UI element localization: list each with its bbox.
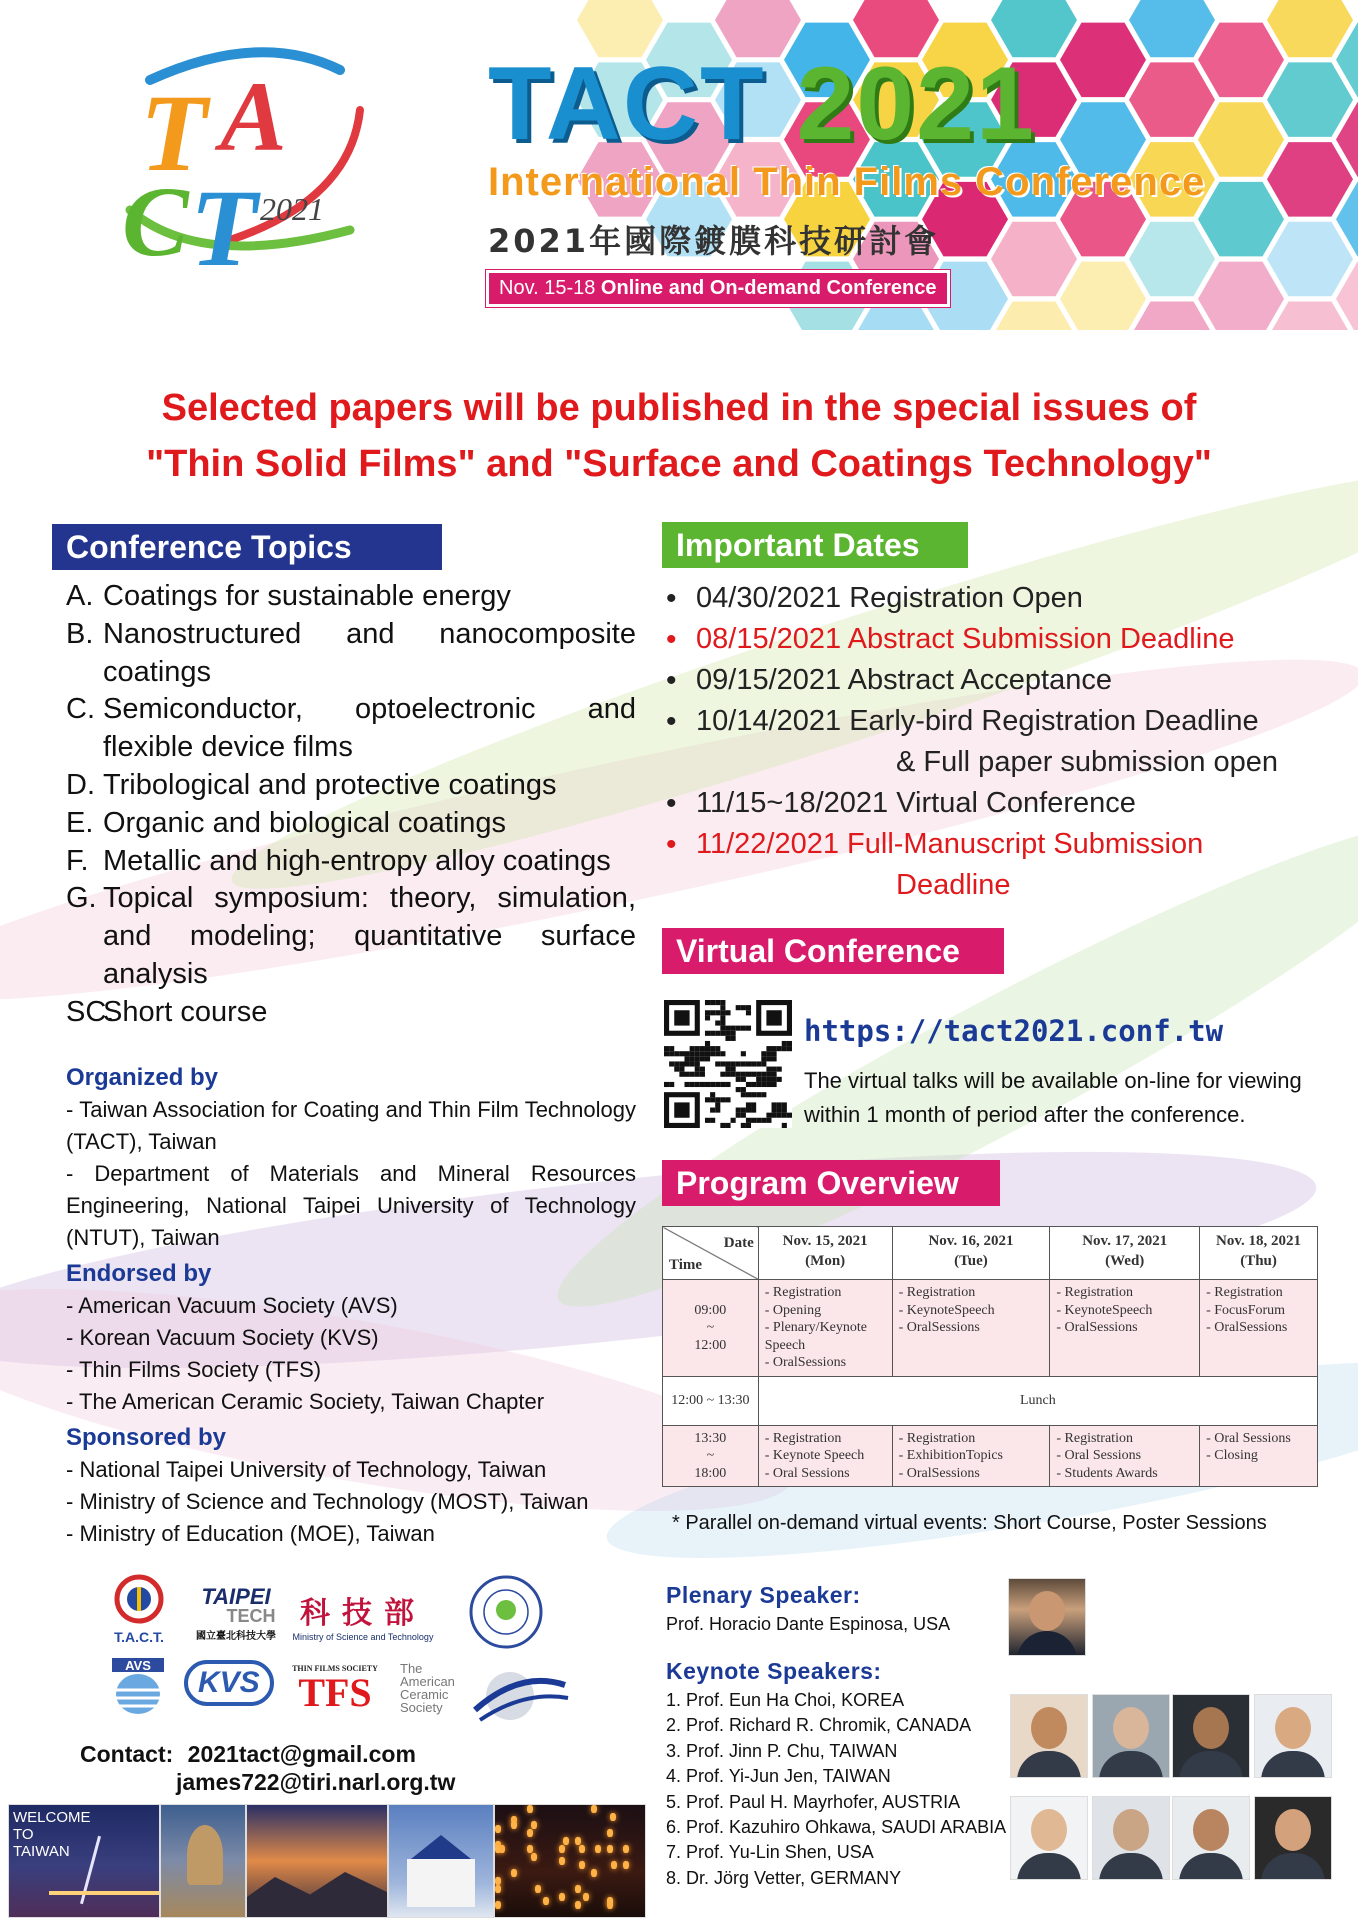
acers-swoosh-icon xyxy=(470,1660,570,1730)
contact-block xyxy=(80,1740,455,1796)
svg-text:A: A xyxy=(220,61,287,172)
keynote-speaker-item: 8. Dr. Jörg Vetter, GERMANY xyxy=(666,1867,902,1888)
topic-letter: C. xyxy=(66,693,95,726)
contact-email-secondary[interactable]: james722@tiri.narl.org.tw xyxy=(176,1769,456,1795)
sponsor-item: - Ministry of Science and Technology (MOST), Taiwan xyxy=(66,1489,589,1514)
acers-text: The American Ceramic Society xyxy=(400,1661,455,1715)
moe-seal-icon xyxy=(468,1574,544,1650)
svg-text:C: C xyxy=(122,166,189,277)
tact-logo xyxy=(104,1574,174,1645)
topic-text: Topical symposium: theory, simulation, and modeling; quantitative surface analysis xyxy=(103,882,636,990)
keynote-speaker-photo xyxy=(1010,1796,1088,1880)
avs-text: AVS xyxy=(125,1658,151,1673)
session-cell: - Registration - Oral Sessions - Students Awards xyxy=(1050,1425,1200,1487)
virtual-note: The virtual talks will be available on-line for viewing within 1 month of period after the conference. xyxy=(804,1068,1302,1127)
welcome-text xyxy=(13,1809,91,1860)
sky-lanterns-photo xyxy=(494,1804,646,1918)
endorsed-heading: Endorsed by xyxy=(66,1260,212,1287)
date-text: • 11/22/2021 Full-Manuscript Submission xyxy=(696,828,1204,860)
topic-item xyxy=(66,805,636,843)
acers-logo xyxy=(400,1660,570,1730)
tact-logo-text: T.A.C.T. xyxy=(114,1629,164,1645)
keynote-speaker-item: 3. Prof. Jinn P. Chu, TAIWAN xyxy=(666,1740,898,1761)
hexagon-tile xyxy=(991,222,1077,296)
topic-letter: D. xyxy=(66,768,95,801)
virtual-heading: Virtual Conference xyxy=(662,928,1004,974)
endorser-item: - Korean Vacuum Society (KVS) xyxy=(66,1325,379,1350)
lunch-row xyxy=(663,1376,1318,1425)
session-cell: - Registration - KeynoteSpeech - OralSessions xyxy=(1050,1280,1200,1377)
plenary-heading: Plenary Speaker: xyxy=(666,1582,861,1608)
main-title xyxy=(488,46,1036,162)
qr-code-icon xyxy=(664,1000,792,1128)
taipei-text: TAIPEI xyxy=(201,1584,271,1609)
headline-line1: Selected papers will be published in the special issues of xyxy=(161,387,1197,429)
date-item xyxy=(664,783,1344,824)
day-header: Nov. 17, 2021 (Wed) xyxy=(1050,1227,1200,1280)
keynote-speaker-photo xyxy=(1092,1796,1170,1880)
tact-emblem-icon xyxy=(109,1574,169,1624)
headline-line2: "Thin Solid Films" and "Surface and Coatings Technology" xyxy=(146,443,1212,485)
topic-text: Short course xyxy=(103,995,268,1028)
most-zh-text: 科技部 xyxy=(300,1596,426,1631)
hexagon-tile xyxy=(1060,23,1146,98)
day-header: Nov. 15, 2021 (Mon) xyxy=(758,1227,892,1280)
special-issue-headline xyxy=(0,380,1358,492)
keynote-speaker-item: 2. Prof. Richard R. Chromik, CANADA xyxy=(666,1715,972,1736)
tfs-small-text: THIN FILMS SOCIETY xyxy=(292,1664,378,1673)
title-tact: TACT xyxy=(488,46,766,162)
queens-head-rock-photo xyxy=(160,1804,246,1918)
hexagon-tile xyxy=(1198,262,1284,330)
most-logo xyxy=(288,1588,438,1642)
lunch-cell: Lunch xyxy=(758,1376,1317,1425)
keynote-speaker-photo xyxy=(1172,1694,1250,1778)
moe-logo xyxy=(468,1574,544,1650)
welcome-line2: TO xyxy=(13,1826,34,1843)
day-header: Nov. 16, 2021 (Tue) xyxy=(892,1227,1050,1280)
program-header-row xyxy=(663,1227,1318,1280)
subtitle-chinese: 2021年國際鍍膜科技研討會 xyxy=(488,222,940,260)
keynote-speaker-photo xyxy=(1010,1694,1088,1778)
bridge-night-photo xyxy=(8,1804,160,1918)
organizer-item: - Department of Materials and Mineral Resources Engineering, National Taipei University of Technology (NTUT), Taiwan xyxy=(66,1161,636,1250)
subtitle-english: International Thin Films Conference xyxy=(488,160,1206,204)
date-item xyxy=(664,701,1344,783)
organized-heading: Organized by xyxy=(66,1064,219,1091)
taipei-tech-logo xyxy=(186,1584,286,1642)
contact-email-primary[interactable]: 2021tact@gmail.com xyxy=(187,1741,416,1767)
keynote-speaker-item: 5. Prof. Paul H. Mayrhofer, AUSTRIA xyxy=(666,1791,961,1812)
topic-item xyxy=(66,767,636,805)
date-mode: Online and On-demand Conference xyxy=(600,277,937,299)
hexagon-tile xyxy=(1267,222,1353,296)
topic-item xyxy=(66,616,636,692)
session-cell: - Registration - Keynote Speech - Oral Sessions xyxy=(758,1425,892,1487)
lunch-time-cell: 12:00 ~ 13:30 xyxy=(663,1376,759,1425)
keynote-speaker-item: 6. Prof. Kazuhiro Ohkawa, SAUDI ARABIA xyxy=(666,1817,1007,1838)
topic-item xyxy=(66,691,636,767)
keynote-speaker-photo xyxy=(1254,1796,1332,1880)
conference-url-link[interactable]: https://tact2021.conf.tw xyxy=(804,1014,1224,1048)
date-item xyxy=(664,660,1344,701)
svg-text:T: T xyxy=(190,167,258,289)
keynote-list xyxy=(666,1688,1006,1891)
welcome-photo-strip xyxy=(8,1804,644,1916)
morning-row xyxy=(663,1280,1318,1377)
hexagon-tile xyxy=(1267,0,1353,57)
keynote-speaker-item: 7. Prof. Yu-Lin Shen, USA xyxy=(666,1842,874,1863)
topic-text: Semiconductor, optoelectronic and flexible device films xyxy=(103,693,636,764)
hexagon-tile xyxy=(1129,0,1215,57)
date-text: • 11/15~18/2021 Virtual Conference xyxy=(696,787,1136,819)
hexagon-tile xyxy=(1129,62,1215,136)
keynote-speaker-photo xyxy=(1254,1694,1332,1778)
kvs-text: KVS xyxy=(184,1660,274,1706)
tech-text: TECH xyxy=(226,1606,276,1626)
date-item xyxy=(664,578,1344,619)
organizers-section xyxy=(66,1062,636,1550)
afternoon-row xyxy=(663,1425,1318,1487)
date-text: • 10/14/2021 Early-bird Registration Deadline xyxy=(696,705,1259,737)
date-text: Nov. 15-18 xyxy=(499,277,596,299)
hexagon-tile xyxy=(1060,262,1146,330)
hexagon-tile xyxy=(1267,62,1353,136)
memorial-hall-photo xyxy=(388,1804,494,1918)
sponsor-item: - Ministry of Education (MOE), Taiwan xyxy=(66,1521,435,1546)
avs-logo xyxy=(108,1656,168,1721)
topic-text: Coatings for sustainable energy xyxy=(103,580,511,612)
session-cell: - Registration - Opening - Plenary/Keynote Speech - OralSessions xyxy=(758,1280,892,1377)
topic-letter: A. xyxy=(66,580,94,612)
logo-year: 2021 xyxy=(260,191,324,227)
corner-date-label: Date xyxy=(723,1235,754,1251)
dates-list xyxy=(664,578,1344,906)
session-cell: - Registration - FocusForum - OralSessions xyxy=(1200,1280,1318,1377)
tact-2021-logo xyxy=(110,40,410,290)
hexagon-tile xyxy=(1267,142,1353,217)
endorser-item: - American Vacuum Society (AVS) xyxy=(66,1293,398,1318)
sponsor-item: - National Taipei University of Technology, Taiwan xyxy=(66,1457,547,1482)
topic-letter: B. xyxy=(66,617,94,650)
topic-text: Tribological and protective coatings xyxy=(103,768,557,801)
session-cell: - Registration - ExhibitionTopics - OralSessions xyxy=(892,1425,1050,1487)
welcome-line1: WELCOME xyxy=(13,1809,91,1826)
corner-cell xyxy=(663,1227,759,1280)
day-header: Nov. 18, 2021 (Thu) xyxy=(1200,1227,1318,1280)
date-item xyxy=(664,619,1344,660)
program-heading: Program Overview xyxy=(662,1160,1000,1206)
topics-list xyxy=(66,578,636,1032)
date-item xyxy=(664,824,1344,906)
afternoon-time-cell: 13:30 ~ 18:00 xyxy=(663,1425,759,1487)
ntut-zh-text: 國立臺北科技大學 xyxy=(196,1631,276,1642)
topic-text: Organic and biological coatings xyxy=(103,806,507,839)
conference-date-badge xyxy=(486,270,950,307)
kvs-logo xyxy=(184,1660,270,1706)
dates-heading: Important Dates xyxy=(662,522,968,568)
date-text: • 08/15/2021 Abstract Submission Deadline xyxy=(696,623,1235,655)
tfs-text: TFS xyxy=(298,1670,372,1715)
hexagon-tile xyxy=(1129,222,1215,296)
topic-item xyxy=(66,843,636,881)
date-text-continued: Deadline xyxy=(896,869,1011,901)
topic-letter: F. xyxy=(66,844,89,877)
title-year: 2021 xyxy=(796,46,1036,162)
hexagon-tile xyxy=(1198,102,1284,177)
mountain-sunrise-photo xyxy=(246,1804,388,1918)
topic-letter: G. xyxy=(66,882,97,915)
topic-item xyxy=(66,880,636,993)
date-text: • 04/30/2021 Registration Open xyxy=(696,582,1083,614)
hexagon-tile xyxy=(1198,182,1284,257)
topic-item xyxy=(66,994,636,1032)
topic-letter: SC. xyxy=(66,995,115,1028)
organizer-item: - Taiwan Association for Coating and Thin Film Technology (TACT), Taiwan xyxy=(66,1097,636,1154)
topic-item xyxy=(66,578,636,616)
sponsored-heading: Sponsored by xyxy=(66,1424,227,1451)
keynote-speaker-item: 1. Prof. Eun Ha Choi, KOREA xyxy=(666,1690,905,1710)
tfs-logo xyxy=(290,1664,380,1713)
corner-time-label: Time xyxy=(669,1257,703,1273)
morning-time-cell: 09:00 ~ 12:00 xyxy=(663,1280,759,1377)
session-cell: - Registration - KeynoteSpeech - OralSessions xyxy=(892,1280,1050,1377)
keynote-speaker-photo xyxy=(1172,1796,1250,1880)
svg-text:T: T xyxy=(140,72,208,194)
endorser-item: - Thin Films Society (TFS) xyxy=(66,1357,322,1382)
keynote-speaker-item: 4. Prof. Yi-Jun Jen, TAIWAN xyxy=(666,1766,891,1787)
endorser-item: - The American Ceramic Society, Taiwan Chapter xyxy=(66,1389,545,1414)
topic-text: Nanostructured and nanocomposite coatings xyxy=(103,617,636,688)
hexagon-tile xyxy=(1198,23,1284,98)
keynote-heading: Keynote Speakers: xyxy=(666,1658,882,1684)
welcome-line3: TAIWAN xyxy=(13,1843,70,1860)
topics-heading: Conference Topics xyxy=(52,524,442,570)
keynote-speaker-photo xyxy=(1092,1694,1170,1778)
topic-text: Metallic and high-entropy alloy coatings xyxy=(103,844,611,877)
plenary-name: Prof. Horacio Dante Espinosa, USA xyxy=(666,1614,951,1634)
date-text-continued: & Full paper submission open xyxy=(896,746,1279,778)
session-cell: - Oral Sessions - Closing xyxy=(1200,1425,1318,1487)
topic-letter: E. xyxy=(66,806,94,839)
most-en-text: Ministry of Science and Technology xyxy=(292,1632,434,1642)
program-table xyxy=(662,1226,1318,1487)
contact-label: Contact: xyxy=(80,1741,174,1767)
plenary-speaker-photo xyxy=(1008,1578,1086,1656)
date-text: • 09/15/2021 Abstract Acceptance xyxy=(696,664,1112,696)
avs-emblem-icon xyxy=(110,1656,166,1716)
program-footnote: * Parallel on-demand virtual events: Short Course, Poster Sessions xyxy=(672,1512,1267,1534)
